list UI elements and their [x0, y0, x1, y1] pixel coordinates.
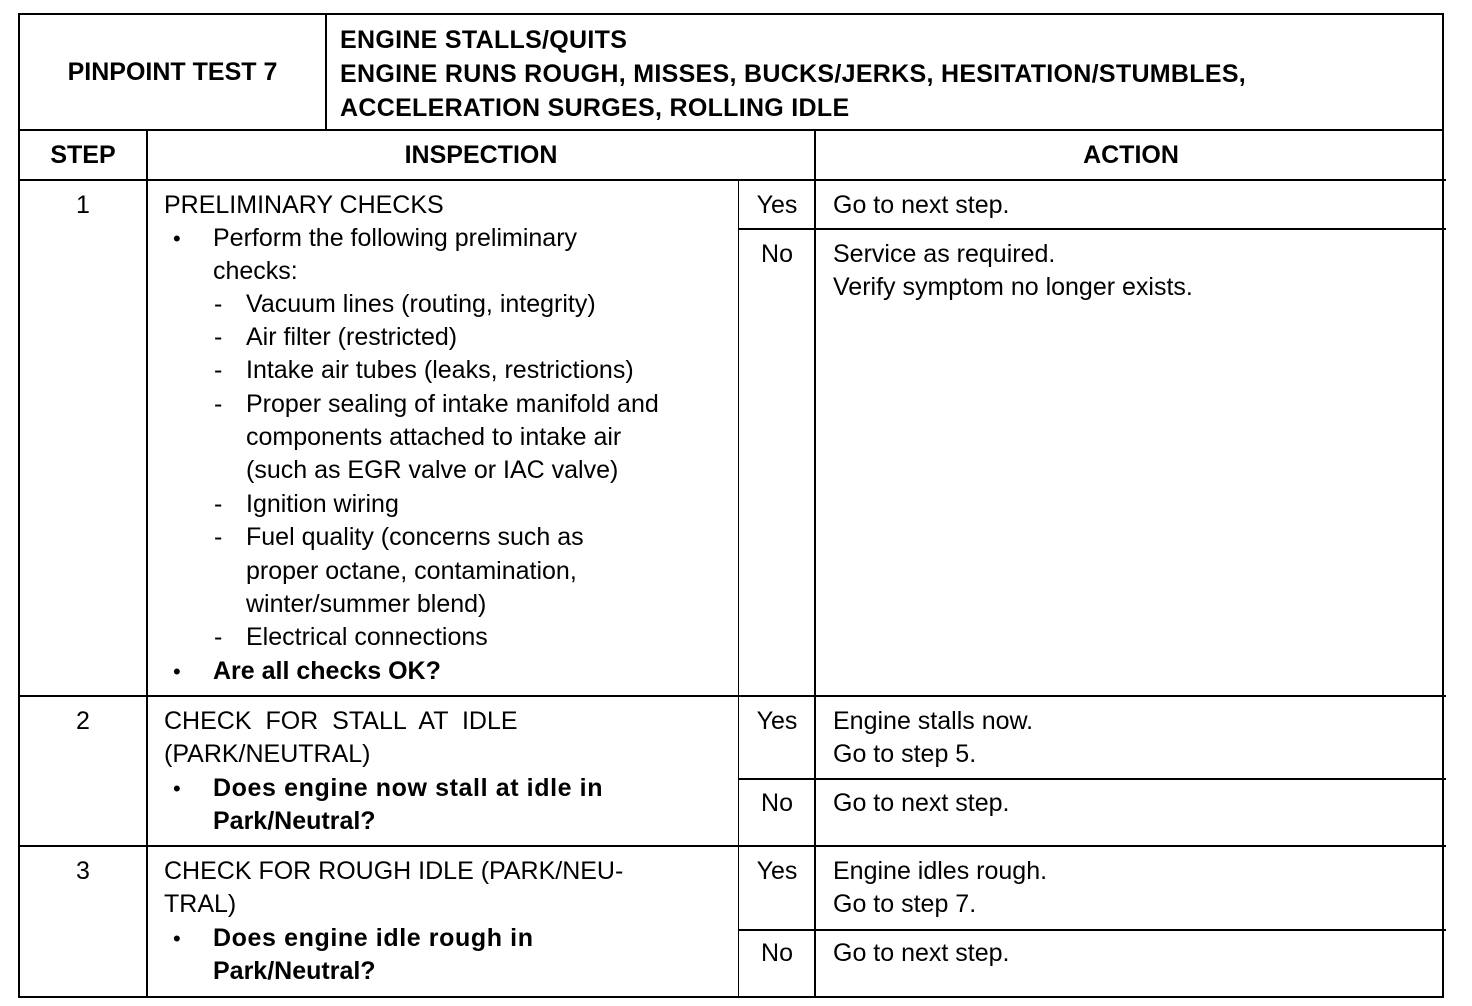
test-label: PINPOINT TEST 7: [20, 15, 327, 129]
step-title: PRELIMINARY CHECKS: [164, 191, 444, 219]
row-divider: [738, 228, 1446, 230]
step-number: 3: [76, 857, 90, 885]
yes-action: Engine stalls now.: [833, 707, 1034, 735]
column-header-inspection: INSPECTION: [404, 140, 558, 169]
dash-marker: -: [214, 356, 223, 384]
no-label: No: [761, 939, 793, 967]
check-item: components attached to intake air: [246, 423, 622, 451]
column-divider: [146, 131, 148, 998]
check-item: Air filter (restricted): [246, 323, 458, 351]
step-question: Does engine now stall at idle in: [213, 774, 604, 802]
step-instruction: checks:: [213, 257, 298, 285]
check-item: (such as EGR valve or IAC valve): [246, 456, 619, 484]
title-line: ENGINE STALLS/QUITS: [340, 26, 628, 54]
yes-label: Yes: [756, 857, 798, 885]
check-item: winter/summer blend): [246, 590, 487, 618]
step-number: 2: [76, 707, 90, 735]
row-divider: [20, 845, 1446, 847]
no-action: Go to next step.: [833, 939, 1010, 967]
no-action: Verify symptom no longer exists.: [833, 273, 1193, 301]
row-divider: [738, 929, 1446, 931]
no-label: No: [761, 789, 793, 817]
no-label: No: [761, 240, 793, 268]
check-item: proper octane, contamination,: [246, 557, 577, 585]
dash-marker: -: [214, 390, 223, 418]
step-question: Park/Neutral?: [213, 807, 376, 835]
step-instruction: Perform the following preliminary: [213, 224, 578, 252]
check-item: Ignition wiring: [246, 490, 399, 518]
check-item: Electrical connections: [246, 623, 488, 651]
yes-action: Go to step 5.: [833, 740, 977, 768]
check-item: Vacuum lines (routing, integrity): [246, 290, 596, 318]
title-line: ACCELERATION SURGES, ROLLING IDLE: [340, 94, 850, 122]
bullet-marker: •: [173, 926, 181, 951]
step-question: Are all checks OK?: [213, 657, 441, 685]
step-question: Park/Neutral?: [213, 957, 376, 985]
bullet-marker: •: [173, 776, 181, 801]
title-line: ENGINE RUNS ROUGH, MISSES, BUCKS/JERKS, HESITATION/STUMBLES,: [340, 60, 1247, 88]
yes-label: Yes: [756, 191, 798, 219]
pinpoint-table: [18, 131, 1444, 998]
no-action: Service as required.: [833, 240, 1056, 268]
step-question: Does engine idle rough in: [213, 924, 534, 952]
dash-marker: -: [214, 623, 223, 651]
dash-marker: -: [214, 523, 223, 551]
step-number: 1: [76, 191, 90, 219]
bullet-marker: •: [173, 226, 181, 251]
yes-action: Go to next step.: [833, 191, 1010, 219]
row-divider: [20, 179, 1446, 181]
step-title: TRAL): [164, 890, 237, 918]
step-title: CHECK FOR STALL AT IDLE: [164, 707, 518, 735]
column-header-action: ACTION: [1083, 140, 1179, 169]
column-header-step: STEP: [50, 140, 116, 169]
step-title: CHECK FOR ROUGH IDLE (PARK/NEU-: [164, 857, 624, 885]
check-item: Proper sealing of intake manifold and: [246, 390, 659, 418]
yes-action: Go to step 7.: [833, 890, 977, 918]
dash-marker: -: [214, 290, 223, 318]
dash-marker: -: [214, 323, 223, 351]
bullet-marker: •: [173, 659, 181, 684]
dash-marker: -: [214, 490, 223, 518]
yes-action: Engine idles rough.: [833, 857, 1048, 885]
check-item: Fuel quality (concerns such as: [246, 523, 584, 551]
test-title: [340, 23, 1246, 125]
row-divider: [20, 695, 1446, 697]
check-item: Intake air tubes (leaks, restrictions): [246, 356, 634, 384]
test-header: [18, 13, 1444, 131]
no-action: Go to next step.: [833, 789, 1010, 817]
yes-label: Yes: [756, 707, 798, 735]
step-title: (PARK/NEUTRAL): [164, 740, 371, 768]
row-divider: [738, 778, 1446, 780]
